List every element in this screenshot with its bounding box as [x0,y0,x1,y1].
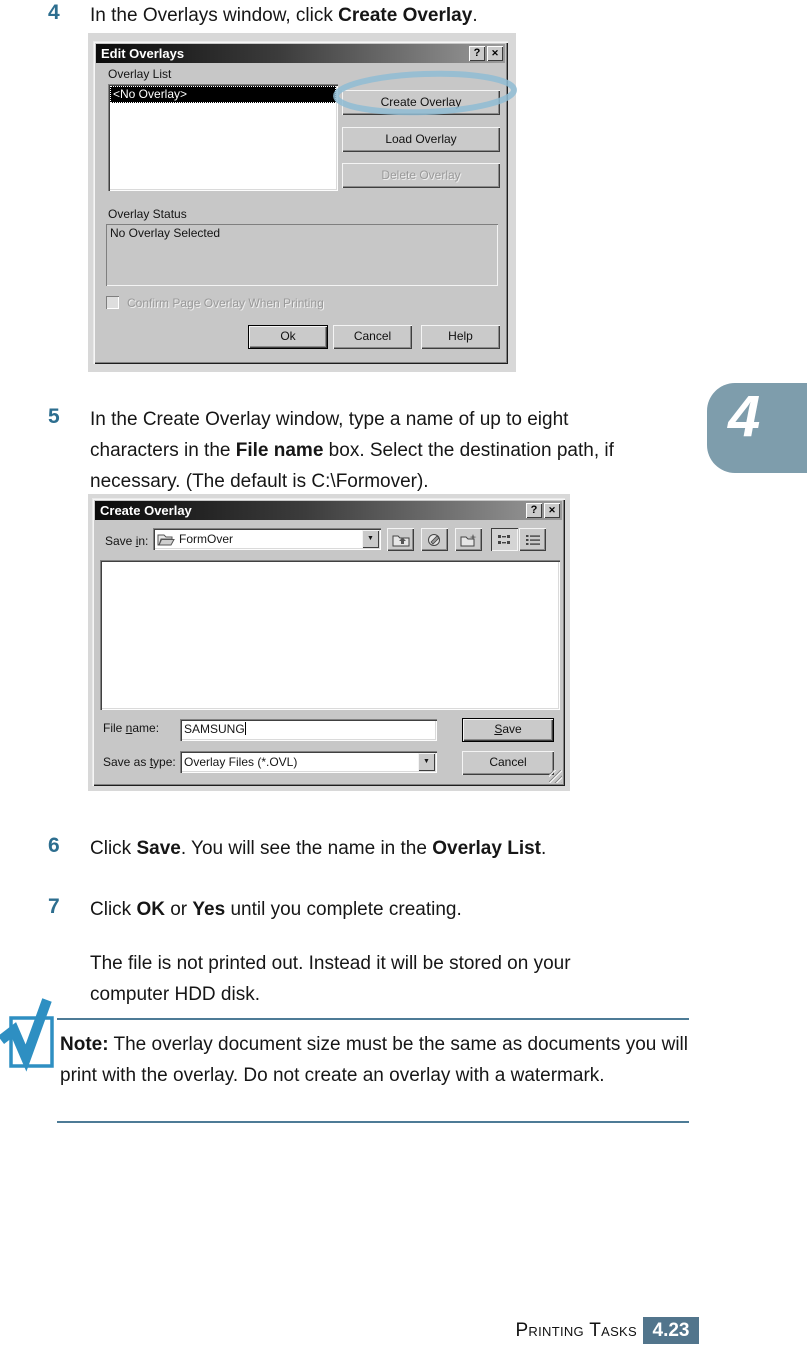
help-icon[interactable]: ? [526,503,542,518]
overlay-list-label: Overlay List [108,67,172,81]
chapter-number: 4 [728,384,761,449]
step-6-text-part: Click [90,838,137,859]
create-overlay-title: Create Overlay [100,503,192,518]
step-5-bold: File name [235,440,324,461]
cancel-button[interactable]: Cancel [462,751,554,775]
overlay-status-label: Overlay Status [108,207,187,221]
step-6-bold: Overlay List [432,838,541,859]
list-item[interactable]: <No Overlay> [110,86,336,103]
edit-overlays-titlebar [96,44,505,63]
step-5-text-part: In the Create Overlay window, type a name of up to eight characters in the [90,409,569,461]
step-6-text-part: . [541,838,547,859]
note-check-icon [0,993,60,1085]
note-label: Note: [60,1034,109,1055]
text-caret [245,722,246,735]
highlight-ellipse [329,68,521,120]
chevron-down-icon[interactable]: ▼ [362,530,379,548]
cancel-button[interactable]: Cancel [333,325,412,349]
step-6-text [90,833,730,864]
delete-overlay-button[interactable]: Delete Overlay [342,163,500,188]
load-overlay-button[interactable]: Load Overlay [342,127,500,152]
list-view-icon [497,534,513,546]
step-5-number: 5 [48,405,60,428]
close-icon[interactable]: ✕ [487,46,503,61]
step-4-text-part: In the Overlays window, click [90,5,339,26]
step-4-bold: Create Overlay [338,5,473,26]
create-overlay-dialog [92,498,565,786]
step-7-number: 7 [48,895,60,918]
overlay-status-text: No Overlay Selected [110,226,221,240]
step-6-bold: Save [136,838,181,859]
note-top-rule [57,1018,689,1020]
file-name-input[interactable] [180,719,437,741]
folder-icon [157,533,175,546]
help-icon[interactable]: ? [469,46,485,61]
note-text [60,1029,708,1091]
confirm-overlay-checkbox-label: Confirm Page Overlay When Printing [127,296,324,310]
file-name-value: SAMSUNG [184,722,245,736]
save-in-label: Save in: [105,534,149,548]
help-button[interactable]: Help [421,325,500,349]
save-as-type-label: Save as type: [103,755,176,769]
step-4-text [90,0,710,31]
create-overlay-screenshot [88,494,570,791]
ok-button[interactable]: Ok [248,325,328,349]
step-6-text-part: . You will see the name in the [180,838,433,859]
chevron-down-icon[interactable]: ▼ [418,753,435,771]
step-7-text-part: until you complete creating. [225,899,462,920]
save-as-type-value: Overlay Files (*.OVL) [184,755,298,769]
save-as-type-combobox[interactable] [180,751,437,773]
step-7-paragraph: The file is not printed out. Instead it will be stored on your computer HDD disk. [90,953,571,1005]
details-view-icon [525,534,541,546]
note-bottom-rule [57,1121,689,1123]
up-one-level-button[interactable] [387,528,414,551]
step-7-text [90,894,730,925]
note-body: The overlay document size must be the same as documents you will print with the overlay. Do not create an overlay with a watermark. [60,1034,688,1086]
step-6-number: 6 [48,834,60,857]
step-7-bold: Yes [192,899,226,920]
overlay-status-box [106,224,498,286]
close-icon[interactable]: ✕ [544,503,560,518]
create-overlay-titlebar [95,501,562,520]
chapter-tab [707,383,807,473]
step-7-bold: OK [136,899,165,920]
confirm-overlay-checkbox[interactable] [106,296,119,309]
desktop-icon [427,533,443,547]
step-5-text-part: box. Select the destination path, if necessary. (The default is C:\Formover). [90,440,614,492]
step-5-text [90,404,635,497]
create-overlay-button[interactable]: Create Overlay [342,90,500,115]
save-in-value: FormOver [179,532,233,546]
save-in-combobox[interactable] [153,528,381,550]
save-button[interactable]: Save [462,718,554,742]
step-7-text-part: or [164,899,193,920]
details-view-button[interactable] [519,528,546,551]
overlay-listbox[interactable] [108,84,338,191]
up-one-level-icon [392,533,410,547]
step-7-text-part: Click [90,899,137,920]
page-number-badge: 4.23 [643,1317,699,1344]
new-folder-icon [460,533,478,547]
resize-grip[interactable] [549,770,562,783]
file-list-area[interactable] [100,560,560,710]
edit-overlays-title: Edit Overlays [101,46,185,61]
step-4-text-part: . [472,5,478,26]
new-folder-button[interactable] [455,528,482,551]
list-view-button[interactable] [491,528,518,551]
desktop-button[interactable] [421,528,448,551]
footer-section-title: Printing Tasks [515,1320,637,1341]
step-4-number: 4 [48,1,60,24]
file-name-label: File name: [103,721,160,735]
